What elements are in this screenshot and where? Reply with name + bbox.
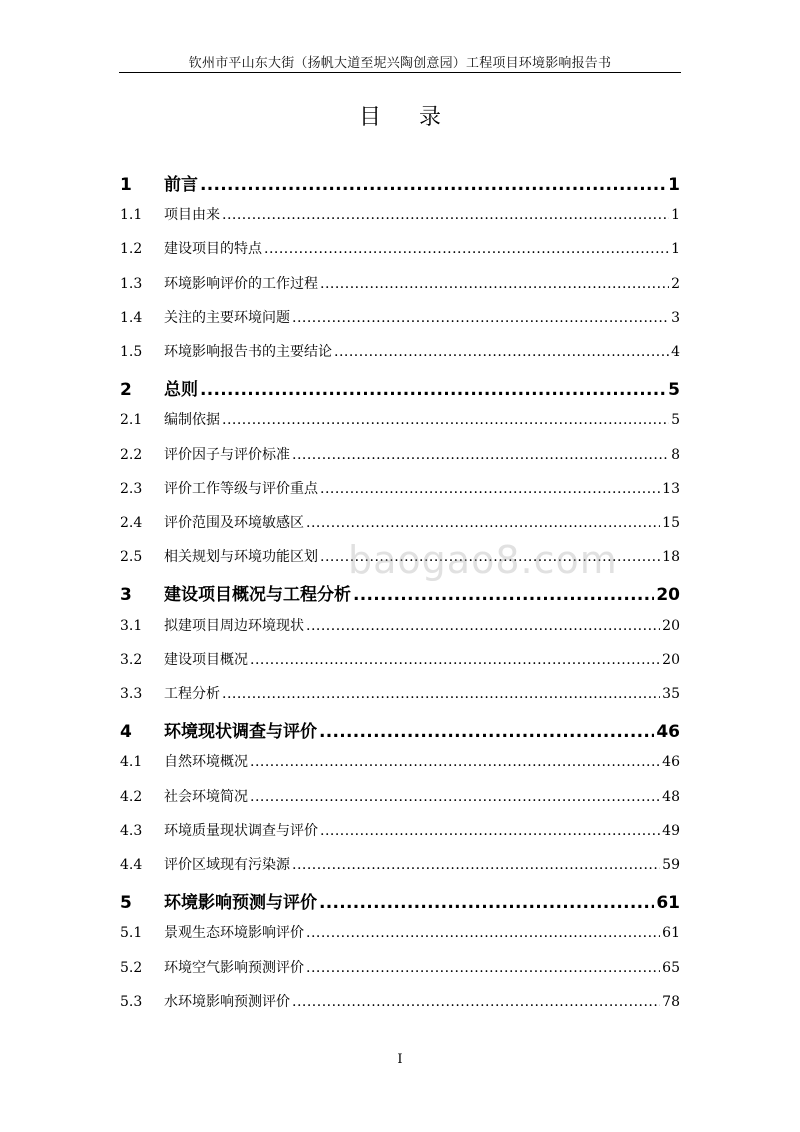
toc-dot-leader — [250, 789, 660, 805]
toc-entry-page: 1 — [668, 175, 680, 195]
toc-dot-leader — [306, 925, 660, 941]
toc-entry-label: 水环境影响预测评价 — [164, 993, 290, 1010]
toc-entry-label: 关注的主要环境问题 — [164, 309, 290, 326]
toc-section-entry[interactable] — [120, 307, 680, 327]
toc-entry-page: 46 — [656, 722, 680, 743]
toc-section-entry[interactable] — [120, 444, 680, 464]
toc-dot-leader — [306, 960, 660, 976]
toc-section-entry[interactable] — [120, 922, 680, 942]
toc-dot-leader — [320, 481, 660, 497]
toc-chapter-entry[interactable] — [120, 170, 680, 195]
toc-entry-label: 评价工作等级与评价重点 — [164, 480, 318, 497]
toc-entry-number: 5.1 — [120, 925, 143, 942]
toc-entry-number: 5.3 — [120, 993, 143, 1010]
toc-entry-page: 61 — [662, 925, 680, 942]
toc-entry-label: 建设项目的特点 — [164, 241, 262, 258]
toc-entry-page: 1 — [671, 207, 680, 224]
toc-section-entry[interactable] — [120, 341, 680, 361]
toc-dot-leader — [222, 686, 660, 702]
toc-entry-label: 项目由来 — [164, 207, 220, 224]
toc-entry-number: 2.4 — [120, 515, 143, 531]
toc-entry-page: 4 — [671, 344, 680, 360]
toc-dot-leader — [292, 310, 669, 326]
toc-dot-leader — [222, 207, 669, 223]
toc-entry-label: 环境现状调查与评价 — [164, 722, 317, 743]
toc-section-entry[interactable] — [120, 409, 680, 429]
toc-entry-page: 20 — [662, 651, 680, 668]
toc-entry-page: 5 — [671, 412, 680, 429]
toc-entry-page: 3 — [671, 309, 680, 326]
toc-entry-label: 总则 — [164, 380, 198, 401]
toc-entry-page: 1 — [671, 241, 680, 258]
toc-section-entry[interactable] — [120, 991, 680, 1011]
toc-dot-leader — [292, 857, 660, 873]
toc-entry-number: 3.3 — [120, 686, 143, 702]
toc-entry-number: 2.2 — [120, 446, 143, 463]
toc-entry-page: 2 — [671, 275, 680, 292]
toc-entry-label: 社会环境简况 — [164, 788, 248, 805]
toc-entry-label: 景观生态环境影响评价 — [164, 925, 304, 942]
toc-dot-leader — [200, 380, 666, 400]
toc-entry-page: 35 — [662, 686, 680, 702]
toc-entry-page: 49 — [662, 822, 680, 839]
toc-section-entry[interactable] — [120, 854, 680, 874]
toc-entry-number: 4.2 — [120, 788, 143, 805]
toc-entry-number: 4.1 — [120, 754, 143, 771]
toc-entry-label: 环境质量现状调查与评价 — [164, 822, 318, 839]
toc-entry-number: 2 — [120, 380, 132, 401]
toc-dot-leader — [264, 241, 669, 257]
toc-entry-number: 4.4 — [120, 857, 143, 873]
toc-dot-leader — [306, 515, 660, 531]
toc-entry-number: 2.5 — [120, 549, 143, 566]
toc-dot-leader — [222, 412, 669, 428]
toc-entry-label: 环境空气影响预测评价 — [164, 959, 304, 976]
toc-entry-number: 3.1 — [120, 617, 143, 634]
toc-entry-page: 20 — [662, 617, 680, 634]
toc-dot-leader — [306, 618, 660, 634]
page-number: I — [397, 1052, 403, 1067]
toc-entry-number: 2.1 — [120, 412, 143, 429]
toc-entry-number: 1.4 — [120, 309, 143, 326]
toc-entry-label: 自然环境概况 — [164, 754, 248, 771]
toc-entry-number: 1 — [120, 175, 132, 195]
toc-entry-label: 评价范围及环境敏感区 — [164, 515, 304, 531]
toc-dot-leader — [319, 893, 654, 913]
toc-section-entry[interactable] — [120, 820, 680, 840]
header-rule — [119, 72, 681, 73]
toc-entry-label: 编制依据 — [164, 412, 220, 429]
toc-dot-leader — [292, 994, 660, 1010]
toc-section-entry[interactable] — [120, 512, 680, 532]
toc-entry-number: 1.1 — [120, 207, 143, 224]
toc-entry-page: 18 — [662, 549, 680, 566]
toc-dot-leader — [334, 344, 669, 360]
toc-entry-page: 20 — [656, 585, 680, 606]
toc-section-entry[interactable] — [120, 204, 680, 224]
running-header: 钦州市平山东大街（扬帆大道至坭兴陶创意园）工程项目环境影响报告书 — [188, 56, 612, 71]
toc-dot-leader — [292, 447, 669, 463]
toc-entry-number: 2.3 — [120, 480, 143, 497]
toc-dot-leader — [320, 823, 660, 839]
toc-entry-number: 3 — [120, 585, 132, 606]
toc-entry-label: 拟建项目周边环境现状 — [164, 617, 304, 634]
toc-entry-page: 8 — [671, 446, 680, 463]
toc-dot-leader — [319, 722, 654, 742]
toc-entry-page: 48 — [662, 788, 680, 805]
toc-section-entry[interactable] — [120, 273, 680, 293]
toc-section-entry[interactable] — [120, 615, 680, 635]
toc-entry-number: 5.2 — [120, 959, 143, 976]
toc-entry-number: 1.3 — [120, 275, 143, 292]
toc-section-entry[interactable] — [120, 478, 680, 498]
toc-section-entry[interactable] — [120, 683, 680, 703]
toc-entry-page: 13 — [662, 480, 680, 497]
toc-entry-page: 61 — [656, 893, 680, 914]
toc-entry-number: 1.2 — [120, 241, 143, 258]
toc-entry-label: 环境影响评价的工作过程 — [164, 275, 318, 292]
toc-entry-label: 相关规划与环境功能区划 — [164, 549, 318, 566]
toc-chapter-entry[interactable] — [120, 580, 680, 605]
toc-section-entry[interactable] — [120, 786, 680, 806]
toc-chapter-entry[interactable] — [120, 888, 680, 913]
toc-chapter-entry[interactable] — [120, 375, 680, 400]
toc-dot-leader — [250, 652, 660, 668]
toc-entry-number: 5 — [120, 893, 132, 914]
toc-title: 目录 — [358, 105, 479, 130]
toc-entry-label: 工程分析 — [164, 686, 220, 702]
watermark: baogao8.com — [348, 538, 618, 582]
toc-entry-page: 78 — [662, 993, 680, 1010]
toc-entry-page: 46 — [662, 754, 680, 771]
toc-entry-number: 3.2 — [120, 651, 143, 668]
toc-entry-label: 建设项目概况与工程分析 — [164, 585, 351, 606]
toc-entry-label: 环境影响报告书的主要结论 — [164, 344, 332, 360]
toc-entry-label: 评价因子与评价标准 — [164, 446, 290, 463]
toc-entry-page: 5 — [668, 380, 680, 401]
toc-entry-page: 15 — [662, 515, 680, 531]
toc-entry-page: 59 — [662, 857, 680, 873]
toc-section-entry[interactable] — [120, 957, 680, 977]
toc-entry-page: 65 — [662, 959, 680, 976]
toc-section-entry[interactable] — [120, 751, 680, 771]
toc-dot-leader — [353, 585, 654, 605]
toc-entry-number: 4 — [120, 722, 132, 743]
toc-entry-label: 环境影响预测与评价 — [164, 893, 317, 914]
toc-entry-number: 1.5 — [120, 344, 143, 360]
toc-section-entry[interactable] — [120, 238, 680, 258]
toc-section-entry[interactable] — [120, 649, 680, 669]
toc-entry-label: 建设项目概况 — [164, 651, 248, 668]
toc-dot-leader — [320, 276, 669, 292]
toc-entry-label: 前言 — [164, 175, 198, 195]
toc-entry-number: 4.3 — [120, 822, 143, 839]
toc-chapter-entry[interactable] — [120, 717, 680, 742]
toc-dot-leader — [200, 175, 666, 195]
toc-entry-label: 评价区域现有污染源 — [164, 857, 290, 873]
toc-dot-leader — [250, 754, 660, 770]
